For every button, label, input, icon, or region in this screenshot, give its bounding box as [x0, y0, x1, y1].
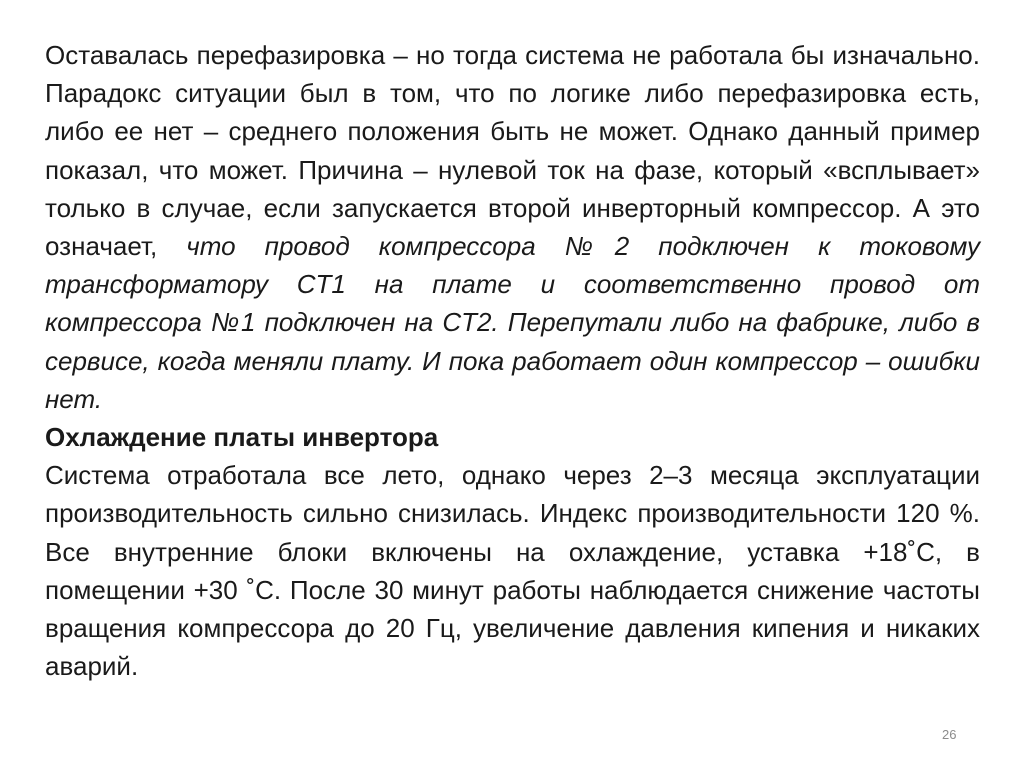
- section-heading: Охлаждение платы инвертора: [45, 422, 439, 453]
- page-number: 26: [942, 727, 957, 742]
- paragraph-rephasing-italic: что провод компрессора №2 подключен к токовому трансформатору CT1 на плате и соответственно провод от компрессора №1 подключен на CT2. Перепутали либо на фабрике, либо в сервисе, когда меняли плату. И пока работает один компрессор – ошибки нет.: [45, 231, 980, 414]
- paragraph-cooling: Система отработала все лето, однако через 2–3 месяца эксплуатации производительность сильно снизилась. Индекс производительности 120 %. Все внутренние блоки включены на охлаждение, уставка +18˚С, в помещении +30 ˚С. После 30 минут работы наблюдается снижение частоты вращения компрессора до 20 Гц, увеличение давления кипения и никаких аварий.: [45, 460, 980, 682]
- paragraph-rephasing: [45, 36, 980, 418]
- slide-body: [45, 36, 980, 685]
- paragraph-rephasing-regular: Оставалась перефазировка – но тогда система не работала бы изначально. Парадокс ситуации был в том, что по логике либо перефазировка есть, либо ее нет – среднего положения быть не может. Однако данный пример показал, что может. Причина – нулевой ток на фазе, который «всплывает» только в случае, если запускается второй инверторный компрессор. А это означает,: [45, 40, 980, 262]
